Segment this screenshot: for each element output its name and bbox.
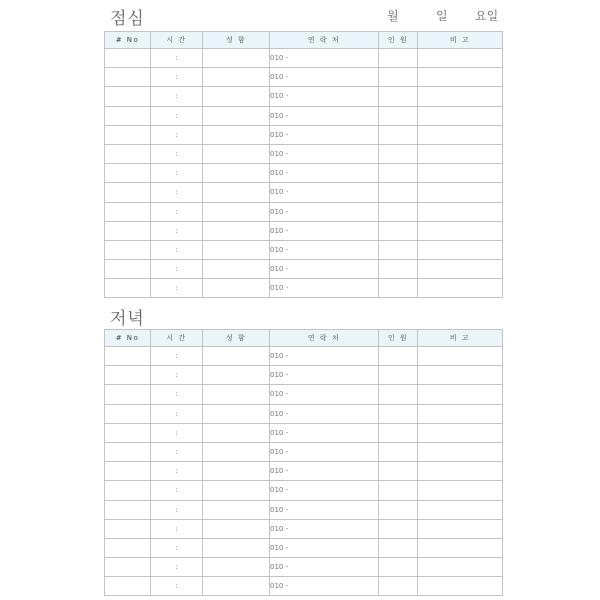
no-cell[interactable] xyxy=(105,500,151,519)
contact-cell[interactable]: 010 - xyxy=(270,164,379,183)
notes-cell[interactable] xyxy=(418,240,503,259)
col-header-no: # No xyxy=(105,32,151,49)
name-cell[interactable] xyxy=(203,260,270,279)
no-cell[interactable] xyxy=(105,106,151,125)
col-header-party-size: 인 원 xyxy=(379,330,418,347)
lunch-reservation-table xyxy=(104,31,503,298)
party-size-cell[interactable] xyxy=(379,519,418,538)
no-cell[interactable] xyxy=(105,462,151,481)
contact-cell[interactable]: 010 - xyxy=(270,240,379,259)
no-cell[interactable] xyxy=(105,279,151,298)
no-cell[interactable] xyxy=(105,404,151,423)
party-size-cell[interactable] xyxy=(379,538,418,557)
party-size-cell[interactable] xyxy=(379,49,418,68)
contact-cell[interactable]: 010 - xyxy=(270,442,379,461)
contact-cell[interactable]: 010 - xyxy=(270,481,379,500)
name-cell[interactable] xyxy=(203,49,270,68)
time-cell[interactable]: : xyxy=(151,240,203,259)
name-cell[interactable] xyxy=(203,68,270,87)
table-row xyxy=(105,500,503,519)
col-header-time: 시 간 xyxy=(151,32,203,49)
name-cell[interactable] xyxy=(203,423,270,442)
time-cell[interactable]: : xyxy=(151,442,203,461)
no-cell[interactable] xyxy=(105,240,151,259)
notes-cell[interactable] xyxy=(418,68,503,87)
table-row xyxy=(105,558,503,577)
notes-cell[interactable] xyxy=(418,519,503,538)
time-cell[interactable]: : xyxy=(151,519,203,538)
time-cell[interactable]: : xyxy=(151,106,203,125)
lunch-title: 점심 xyxy=(110,9,145,29)
table-row xyxy=(105,260,503,279)
time-cell[interactable]: : xyxy=(151,462,203,481)
no-cell[interactable] xyxy=(105,385,151,404)
table-row xyxy=(105,68,503,87)
notes-cell[interactable] xyxy=(418,538,503,557)
col-header-notes: 비 고 xyxy=(418,330,503,347)
notes-cell[interactable] xyxy=(418,260,503,279)
lunch-header-row xyxy=(105,32,503,49)
contact-cell[interactable]: 010 - xyxy=(270,221,379,240)
dinner-header-row xyxy=(105,330,503,347)
contact-cell[interactable]: 010 - xyxy=(270,183,379,202)
contact-cell[interactable]: 010 - xyxy=(270,347,379,366)
no-cell[interactable] xyxy=(105,442,151,461)
party-size-cell[interactable] xyxy=(379,106,418,125)
time-cell[interactable]: : xyxy=(151,125,203,144)
party-size-cell[interactable] xyxy=(379,558,418,577)
time-cell[interactable]: : xyxy=(151,164,203,183)
contact-cell[interactable]: 010 - xyxy=(270,144,379,163)
name-cell[interactable] xyxy=(203,442,270,461)
name-cell[interactable] xyxy=(203,558,270,577)
contact-cell[interactable]: 010 - xyxy=(270,519,379,538)
table-row xyxy=(105,462,503,481)
party-size-cell[interactable] xyxy=(379,347,418,366)
table-row xyxy=(105,404,503,423)
name-cell[interactable] xyxy=(203,347,270,366)
table-row xyxy=(105,279,503,298)
col-header-contact: 연 락 처 xyxy=(270,330,379,347)
party-size-cell[interactable] xyxy=(379,221,418,240)
contact-cell[interactable]: 010 - xyxy=(270,260,379,279)
party-size-cell[interactable] xyxy=(379,385,418,404)
table-row xyxy=(105,519,503,538)
name-cell[interactable] xyxy=(203,279,270,298)
name-cell[interactable] xyxy=(203,164,270,183)
notes-cell[interactable] xyxy=(418,221,503,240)
time-cell[interactable]: : xyxy=(151,385,203,404)
notes-cell[interactable] xyxy=(418,423,503,442)
contact-cell[interactable]: 010 - xyxy=(270,279,379,298)
contact-cell[interactable]: 010 - xyxy=(270,385,379,404)
no-cell[interactable] xyxy=(105,202,151,221)
notes-cell[interactable] xyxy=(418,577,503,596)
time-cell[interactable]: : xyxy=(151,183,203,202)
weekday-label: 요일 xyxy=(475,9,499,23)
name-cell[interactable] xyxy=(203,404,270,423)
party-size-cell[interactable] xyxy=(379,366,418,385)
contact-cell[interactable]: 010 - xyxy=(270,577,379,596)
contact-cell[interactable]: 010 - xyxy=(270,106,379,125)
no-cell[interactable] xyxy=(105,577,151,596)
time-cell[interactable]: : xyxy=(151,49,203,68)
party-size-cell[interactable] xyxy=(379,144,418,163)
party-size-cell[interactable] xyxy=(379,202,418,221)
name-cell[interactable] xyxy=(203,481,270,500)
notes-cell[interactable] xyxy=(418,164,503,183)
col-header-name: 성 함 xyxy=(203,32,270,49)
time-cell[interactable]: : xyxy=(151,68,203,87)
party-size-cell[interactable] xyxy=(379,164,418,183)
no-cell[interactable] xyxy=(105,164,151,183)
time-cell[interactable]: : xyxy=(151,538,203,557)
name-cell[interactable] xyxy=(203,366,270,385)
notes-cell[interactable] xyxy=(418,462,503,481)
no-cell[interactable] xyxy=(105,49,151,68)
party-size-cell[interactable] xyxy=(379,481,418,500)
notes-cell[interactable] xyxy=(418,279,503,298)
name-cell[interactable] xyxy=(203,500,270,519)
table-row xyxy=(105,125,503,144)
table-row xyxy=(105,49,503,68)
name-cell[interactable] xyxy=(203,87,270,106)
contact-cell[interactable]: 010 - xyxy=(270,202,379,221)
name-cell[interactable] xyxy=(203,240,270,259)
time-cell[interactable]: : xyxy=(151,202,203,221)
table-row xyxy=(105,442,503,461)
no-cell[interactable] xyxy=(105,423,151,442)
party-size-cell[interactable] xyxy=(379,125,418,144)
contact-cell[interactable]: 010 - xyxy=(270,125,379,144)
notes-cell[interactable] xyxy=(418,106,503,125)
name-cell[interactable] xyxy=(203,519,270,538)
name-cell[interactable] xyxy=(203,221,270,240)
no-cell[interactable] xyxy=(105,347,151,366)
no-cell[interactable] xyxy=(105,87,151,106)
time-cell[interactable]: : xyxy=(151,221,203,240)
col-header-no: # No xyxy=(105,330,151,347)
table-row xyxy=(105,240,503,259)
party-size-cell[interactable] xyxy=(379,87,418,106)
no-cell[interactable] xyxy=(105,558,151,577)
contact-cell[interactable]: 010 - xyxy=(270,49,379,68)
col-header-party-size: 인 원 xyxy=(379,32,418,49)
col-header-contact: 연 락 처 xyxy=(270,32,379,49)
table-row xyxy=(105,164,503,183)
name-cell[interactable] xyxy=(203,183,270,202)
table-row xyxy=(105,106,503,125)
party-size-cell[interactable] xyxy=(379,442,418,461)
no-cell[interactable] xyxy=(105,221,151,240)
table-row xyxy=(105,221,503,240)
table-row xyxy=(105,538,503,557)
table-row xyxy=(105,481,503,500)
time-cell[interactable]: : xyxy=(151,500,203,519)
contact-cell[interactable]: 010 - xyxy=(270,68,379,87)
name-cell[interactable] xyxy=(203,538,270,557)
party-size-cell[interactable] xyxy=(379,404,418,423)
time-cell[interactable]: : xyxy=(151,404,203,423)
no-cell[interactable] xyxy=(105,183,151,202)
name-cell[interactable] xyxy=(203,577,270,596)
notes-cell[interactable] xyxy=(418,558,503,577)
contact-cell[interactable]: 010 - xyxy=(270,404,379,423)
notes-cell[interactable] xyxy=(418,404,503,423)
time-cell[interactable]: : xyxy=(151,260,203,279)
party-size-cell[interactable] xyxy=(379,500,418,519)
notes-cell[interactable] xyxy=(418,347,503,366)
no-cell[interactable] xyxy=(105,68,151,87)
name-cell[interactable] xyxy=(203,462,270,481)
party-size-cell[interactable] xyxy=(379,183,418,202)
table-row xyxy=(105,183,503,202)
contact-cell[interactable]: 010 - xyxy=(270,538,379,557)
time-cell[interactable]: : xyxy=(151,577,203,596)
time-cell[interactable]: : xyxy=(151,481,203,500)
notes-cell[interactable] xyxy=(418,202,503,221)
time-cell[interactable]: : xyxy=(151,558,203,577)
contact-cell[interactable]: 010 - xyxy=(270,366,379,385)
table-row xyxy=(105,423,503,442)
notes-cell[interactable] xyxy=(418,481,503,500)
table-row xyxy=(105,347,503,366)
table-row xyxy=(105,144,503,163)
no-cell[interactable] xyxy=(105,519,151,538)
party-size-cell[interactable] xyxy=(379,462,418,481)
table-row xyxy=(105,366,503,385)
table-row xyxy=(105,385,503,404)
time-cell[interactable]: : xyxy=(151,423,203,442)
no-cell[interactable] xyxy=(105,144,151,163)
name-cell[interactable] xyxy=(203,125,270,144)
party-size-cell[interactable] xyxy=(379,240,418,259)
party-size-cell[interactable] xyxy=(379,423,418,442)
notes-cell[interactable] xyxy=(418,49,503,68)
col-header-notes: 비 고 xyxy=(418,32,503,49)
party-size-cell[interactable] xyxy=(379,68,418,87)
name-cell[interactable] xyxy=(203,144,270,163)
month-label: 월 xyxy=(387,9,399,23)
no-cell[interactable] xyxy=(105,260,151,279)
time-cell[interactable]: : xyxy=(151,347,203,366)
notes-cell[interactable] xyxy=(418,125,503,144)
party-size-cell[interactable] xyxy=(379,279,418,298)
contact-cell[interactable]: 010 - xyxy=(270,87,379,106)
party-size-cell[interactable] xyxy=(379,577,418,596)
no-cell[interactable] xyxy=(105,125,151,144)
notes-cell[interactable] xyxy=(418,385,503,404)
notes-cell[interactable] xyxy=(418,183,503,202)
table-row xyxy=(105,87,503,106)
notes-cell[interactable] xyxy=(418,366,503,385)
notes-cell[interactable] xyxy=(418,500,503,519)
time-cell[interactable]: : xyxy=(151,366,203,385)
contact-cell[interactable]: 010 - xyxy=(270,462,379,481)
time-cell[interactable]: : xyxy=(151,279,203,298)
table-row xyxy=(105,577,503,596)
party-size-cell[interactable] xyxy=(379,260,418,279)
contact-cell[interactable]: 010 - xyxy=(270,558,379,577)
time-cell[interactable]: : xyxy=(151,144,203,163)
dinner-reservation-table xyxy=(104,329,503,596)
col-header-name: 성 함 xyxy=(203,330,270,347)
notes-cell[interactable] xyxy=(418,87,503,106)
name-cell[interactable] xyxy=(203,385,270,404)
notes-cell[interactable] xyxy=(418,442,503,461)
time-cell[interactable]: : xyxy=(151,87,203,106)
dinner-title: 저녁 xyxy=(110,309,145,329)
contact-cell[interactable]: 010 - xyxy=(270,500,379,519)
no-cell[interactable] xyxy=(105,366,151,385)
col-header-time: 시 간 xyxy=(151,330,203,347)
name-cell[interactable] xyxy=(203,106,270,125)
table-row xyxy=(105,202,503,221)
no-cell[interactable] xyxy=(105,538,151,557)
name-cell[interactable] xyxy=(203,202,270,221)
notes-cell[interactable] xyxy=(418,144,503,163)
contact-cell[interactable]: 010 - xyxy=(270,423,379,442)
day-label: 일 xyxy=(436,9,448,23)
no-cell[interactable] xyxy=(105,481,151,500)
